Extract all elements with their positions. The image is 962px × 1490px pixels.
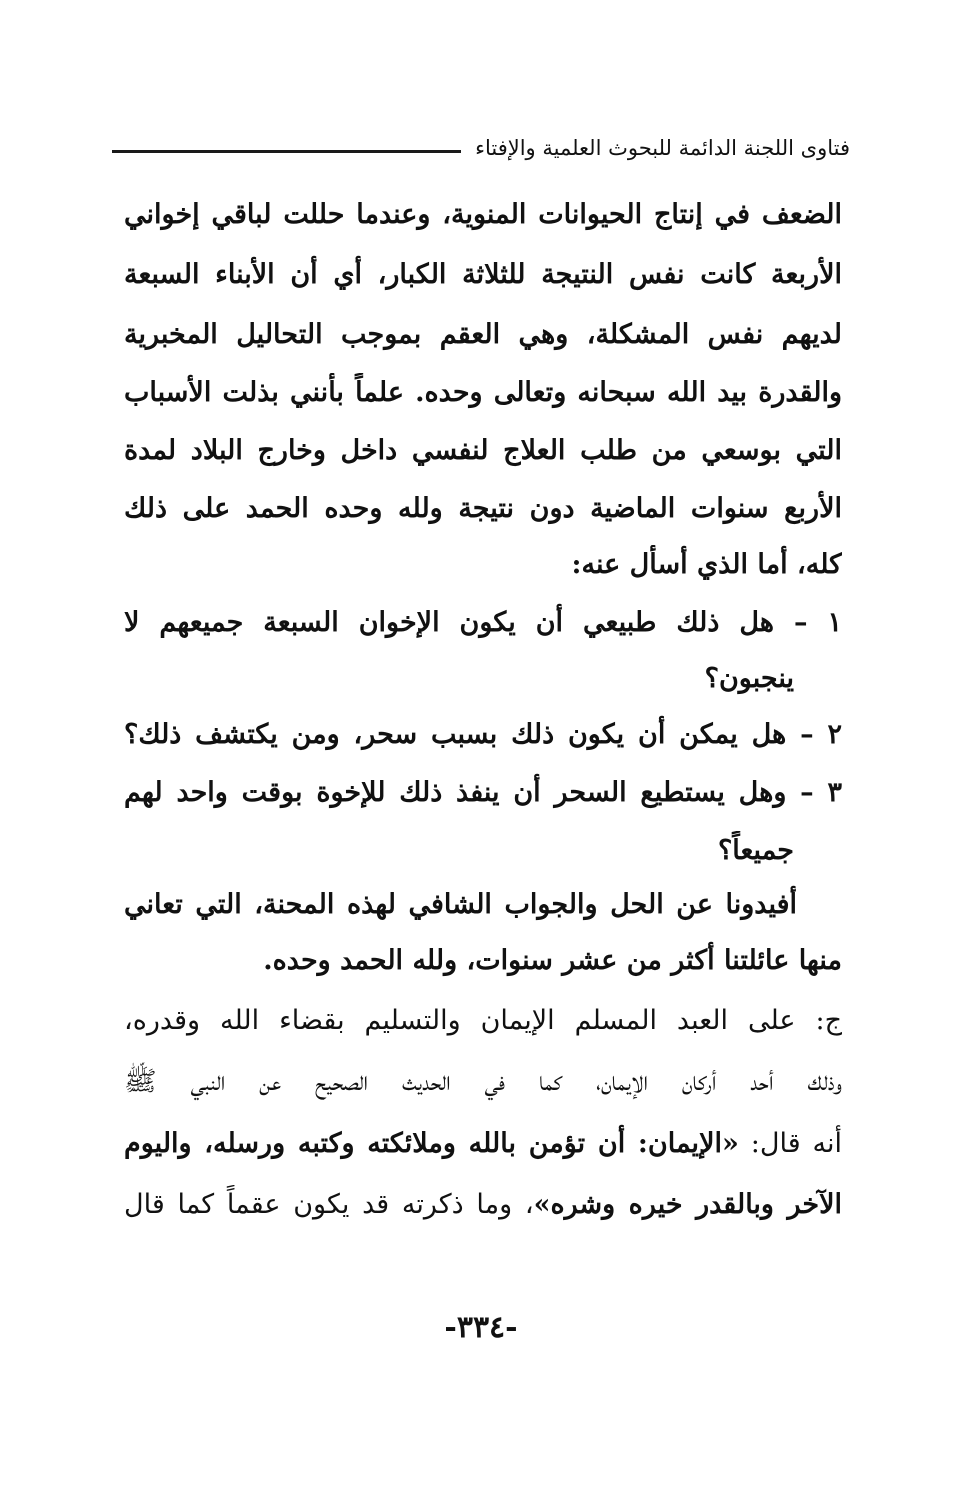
answer-line-3 xyxy=(124,1124,842,1166)
list-item-2: ٢ – هل يمكن أن يكون ذلك بسبب سحر، ومن يكتشف ذلك؟ xyxy=(124,719,842,750)
answer-line-2: وذلك أحد أركان الإيمان، كما في الحديث الصحيح عن النبي ﷺ xyxy=(124,1066,842,1097)
list-item-1-continuation: ينجبون؟ xyxy=(704,663,794,694)
question-line-1: الضعف في إنتاج الحيوانات المنوية، وعندما حللت لباقي إخواني xyxy=(124,199,842,230)
question-line-2: الأربعة كانت نفس النتيجة للثلاثة الكبار، أي أن الأبناء السبعة xyxy=(124,259,842,290)
list-item-1: ١ – هل ذلك طبيعي أن يكون الإخوان السبعة جميعهم لا xyxy=(124,607,842,638)
question-line-5: التي بوسعي من طلب العلاج لنفسي داخل وخارج البلاد لمدة xyxy=(124,435,842,466)
hadith-quote-start: «الإيمان: أن تؤمن بالله وملائكته وكتبه ورسله، واليوم xyxy=(124,1128,739,1159)
running-header xyxy=(112,128,850,168)
question-line-7: كله، أما الذي أسأل عنه: xyxy=(571,549,842,580)
list-item-3: ٣ – وهل يستطيع السحر أن ينفذ ذلك للإخوة بوقت واحد لهم xyxy=(124,777,842,808)
page-number: -٣٣٤- xyxy=(444,1310,518,1345)
header-title: فتاوى اللجنة الدائمة للبحوث العلمية والإفتاء xyxy=(475,136,850,160)
list-item-3-continuation: جميعاً؟ xyxy=(717,835,794,866)
hadith-quote-end: الآخر وبالقدر خيره وشره» xyxy=(533,1189,842,1220)
answer-line-4-text: ، وما ذكرته قد يكون عقماً كما قال xyxy=(124,1189,534,1220)
closing-line-2: منها عائلتنا أكثر من عشر سنوات، ولله الحمد وحده. xyxy=(263,945,842,976)
answer-line-4 xyxy=(124,1185,842,1227)
question-line-6: الأربع سنوات الماضية دون نتيجة ولله وحده الحمد على ذلك xyxy=(124,493,842,524)
header-rule xyxy=(112,150,461,153)
closing-line-1: أفيدونا عن الحل والجواب الشافي لهذه المحنة، التي تعاني xyxy=(124,889,797,920)
answer-line-3-text: أنه قال: xyxy=(738,1128,842,1159)
question-line-4: والقدرة بيد الله سبحانه وتعالى وحده. علماً بأنني بذلت الأسباب xyxy=(124,377,842,408)
answer-line-1: ج: على العبد المسلم الإيمان والتسليم بقضاء الله وقدره، xyxy=(124,1005,842,1036)
question-line-3: لديهم نفس المشكلة، وهي العقم بموجب التحاليل المخبرية xyxy=(124,319,842,350)
